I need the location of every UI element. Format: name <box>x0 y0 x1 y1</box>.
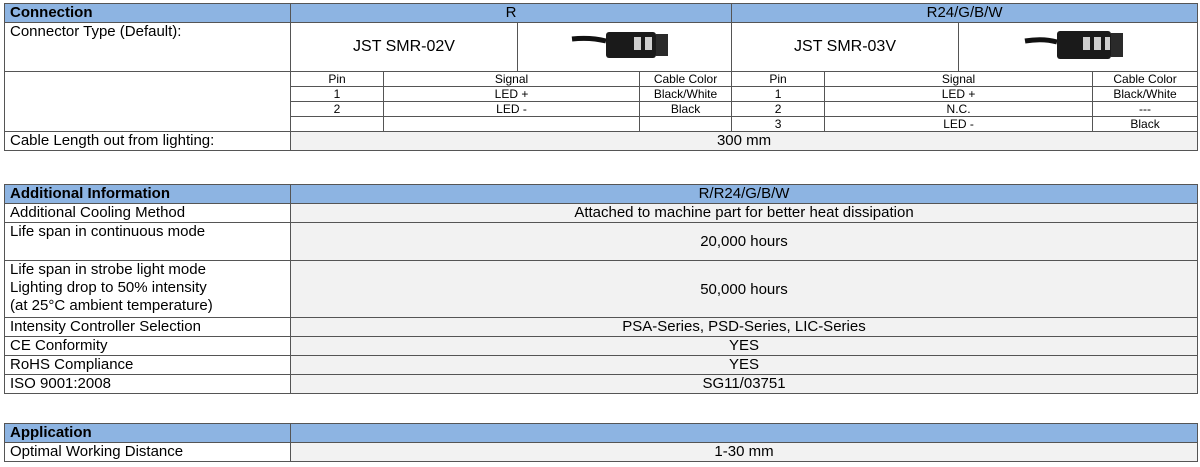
additional-info-table <box>4 184 1198 394</box>
continuous-life-value: 20,000 hours <box>291 223 1198 261</box>
signal-rgbw-3: LED - <box>825 117 1093 132</box>
pin-r-empty <box>291 117 384 132</box>
connector-rgbw-image <box>959 23 1198 72</box>
column-r-header: R <box>291 4 732 23</box>
color-rgbw-2: --- <box>1093 102 1198 117</box>
cable-length-value: 300 mm <box>291 132 1198 151</box>
strobe-life-value: 50,000 hours <box>291 261 1198 318</box>
pin-rgbw-1: 1 <box>732 87 825 102</box>
pin-rgbw-3: 3 <box>732 117 825 132</box>
column-rgbw-header: R24/G/B/W <box>732 4 1198 23</box>
pin-rgbw-2: 2 <box>732 102 825 117</box>
strobe-life-label-line: Life span in strobe light mode <box>10 261 206 278</box>
connection-table <box>4 3 1198 151</box>
pin-header-rgbw: Pin <box>732 72 825 87</box>
strobe-life-label-line: (at 25°C ambient temperature) <box>10 297 213 314</box>
continuous-life-label: Life span in continuous mode <box>5 223 291 261</box>
controller-selection-label: Intensity Controller Selection <box>5 318 291 337</box>
color-rgbw-3: Black <box>1093 117 1198 132</box>
cable-color-header-r: Cable Color <box>640 72 732 87</box>
additional-info-header: Additional Information <box>5 185 291 204</box>
iso-value: SG11/03751 <box>291 375 1198 394</box>
signal-r-2: LED - <box>384 102 640 117</box>
rohs-label: RoHS Compliance <box>5 356 291 375</box>
connector-r-image <box>518 23 732 72</box>
connector-r-name: JST SMR-02V <box>291 23 518 72</box>
connector-type-label: Connector Type (Default): <box>5 23 291 72</box>
application-header: Application <box>5 424 291 443</box>
color-r-empty <box>640 117 732 132</box>
connector-plug-icon <box>570 25 680 65</box>
application-table <box>4 423 1198 462</box>
cable-color-header-rgbw: Cable Color <box>1093 72 1198 87</box>
controller-selection-value: PSA-Series, PSD-Series, LIC-Series <box>291 318 1198 337</box>
pin-r-2: 2 <box>291 102 384 117</box>
cooling-method-label: Additional Cooling Method <box>5 204 291 223</box>
connector-plug-icon <box>1023 25 1133 65</box>
strobe-life-label-line: Lighting drop to 50% intensity <box>10 279 207 296</box>
additional-info-column: R/R24/G/B/W <box>291 185 1198 204</box>
signal-header-rgbw: Signal <box>825 72 1093 87</box>
cable-length-label: Cable Length out from lighting: <box>5 132 291 151</box>
rohs-value: YES <box>291 356 1198 375</box>
strobe-life-label <box>5 261 291 318</box>
pin-table-blank <box>5 72 291 132</box>
pin-r-1: 1 <box>291 87 384 102</box>
color-r-1: Black/White <box>640 87 732 102</box>
ce-conformity-label: CE Conformity <box>5 337 291 356</box>
signal-header-r: Signal <box>384 72 640 87</box>
ce-conformity-value: YES <box>291 337 1198 356</box>
pin-header-r: Pin <box>291 72 384 87</box>
signal-r-1: LED + <box>384 87 640 102</box>
connector-rgbw-name: JST SMR-03V <box>732 23 959 72</box>
signal-r-empty <box>384 117 640 132</box>
color-r-2: Black <box>640 102 732 117</box>
iso-label: ISO 9001:2008 <box>5 375 291 394</box>
color-rgbw-1: Black/White <box>1093 87 1198 102</box>
signal-rgbw-1: LED + <box>825 87 1093 102</box>
working-distance-value: 1-30 mm <box>291 443 1198 462</box>
signal-rgbw-2: N.C. <box>825 102 1093 117</box>
connection-header: Connection <box>5 4 291 23</box>
application-header-blank <box>291 424 1198 443</box>
cooling-method-value: Attached to machine part for better heat dissipation <box>291 204 1198 223</box>
working-distance-label: Optimal Working Distance <box>5 443 291 462</box>
